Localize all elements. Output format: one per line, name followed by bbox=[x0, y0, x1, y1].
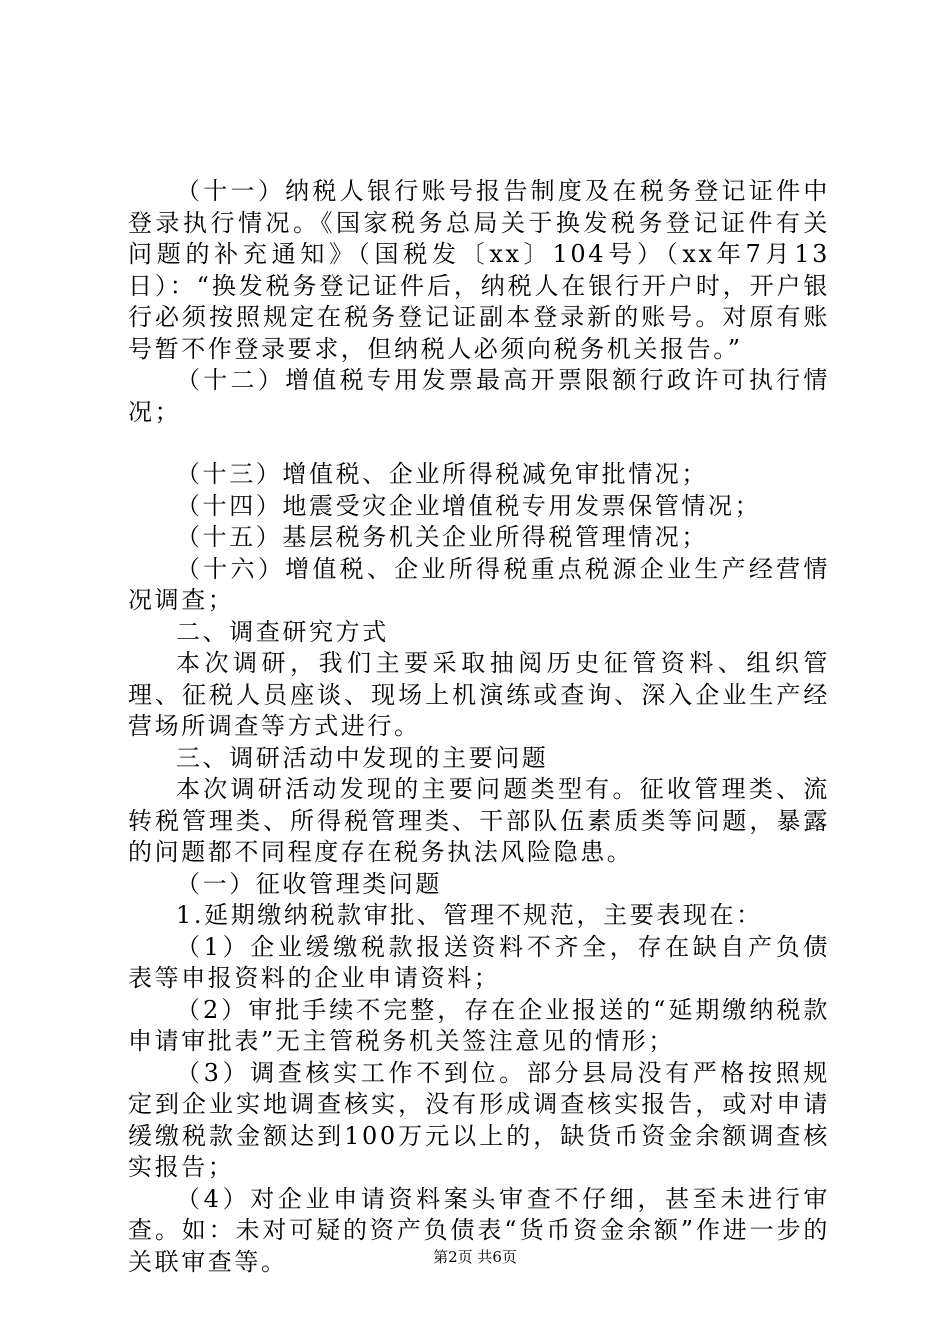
section-heading-3: 三、调研活动中发现的主要问题 bbox=[176, 743, 549, 772]
paragraph-problems: 本次调研活动发现的主要问题类型有。征收管理类、流转税管理类、所得税管理类、干部队伍素质类等问题，暴露的问题都不同程度存在税务执法风险隐患。 bbox=[128, 775, 830, 866]
paragraph-16: （十六）增值税、企业所得税重点税源企业生产经营情况调查； bbox=[128, 554, 830, 614]
paragraph-13: （十三）增值税、企业所得税减免审批情况； bbox=[176, 460, 708, 488]
list-subitem-3: （3）调查核实工作不到位。部分县局没有严格按照规定到企业实地调查核实，没有形成调查核实报告，或对申请缓缴税款金额达到100万元以上的，缺货币资金余额调查核实报告； bbox=[128, 1058, 830, 1181]
list-subitem-1: （1）企业缓缴税款报送资料不齐全，存在缺自产负债表等申报资料的企业申请资料； bbox=[128, 932, 830, 992]
list-item-1: 1.延期缴纳税款审批、管理不规范，主要表现在： bbox=[176, 901, 763, 929]
subsection-heading-1: （一）征收管理类问题 bbox=[176, 869, 442, 898]
page-number: 第2页 共6页 bbox=[433, 1248, 517, 1266]
paragraph-15: （十五）基层税务机关企业所得税管理情况； bbox=[176, 523, 708, 551]
paragraph-14: （十四）地震受灾企业增值税专用发票保管情况； bbox=[176, 491, 762, 520]
section-heading-2: 二、调查研究方式 bbox=[176, 617, 389, 646]
paragraph-11: （十一）纳税人银行账号报告制度及在税务登记证件中登录执行情况。《国家税务总局关于换发税务登记证件有关问题的补充通知》（国税发〔xx〕104号）（xx年7月13日）：“换发税务登记证件后，纳税人在银行开户时，开户银行必须按照规定在税务登记证副本登录新的账号。对原有账号暂不作登录要求，但纳税人必须向税务机关报告。” bbox=[128, 177, 830, 363]
list-subitem-2: （2）审批手续不完整，存在企业报送的“延期缴纳税款申请审批表”无主管税务机关签注意见的情形； bbox=[128, 995, 830, 1055]
paragraph-method: 本次调研，我们主要采取抽阅历史征管资料、组织管理、征税人员座谈、现场上机演练或查询、深入企业生产经营场所调查等方式进行。 bbox=[128, 649, 830, 740]
paragraph-12: （十二）增值税专用发票最高开票限额行政许可执行情况； bbox=[128, 366, 830, 426]
document-body bbox=[128, 176, 830, 1278]
list-subitem-4: （4）对企业申请资料案头审查不仔细，甚至未进行审查。如：未对可疑的资产负债表“货币资金余额”作进一步的关联审查等。 bbox=[128, 1184, 830, 1276]
